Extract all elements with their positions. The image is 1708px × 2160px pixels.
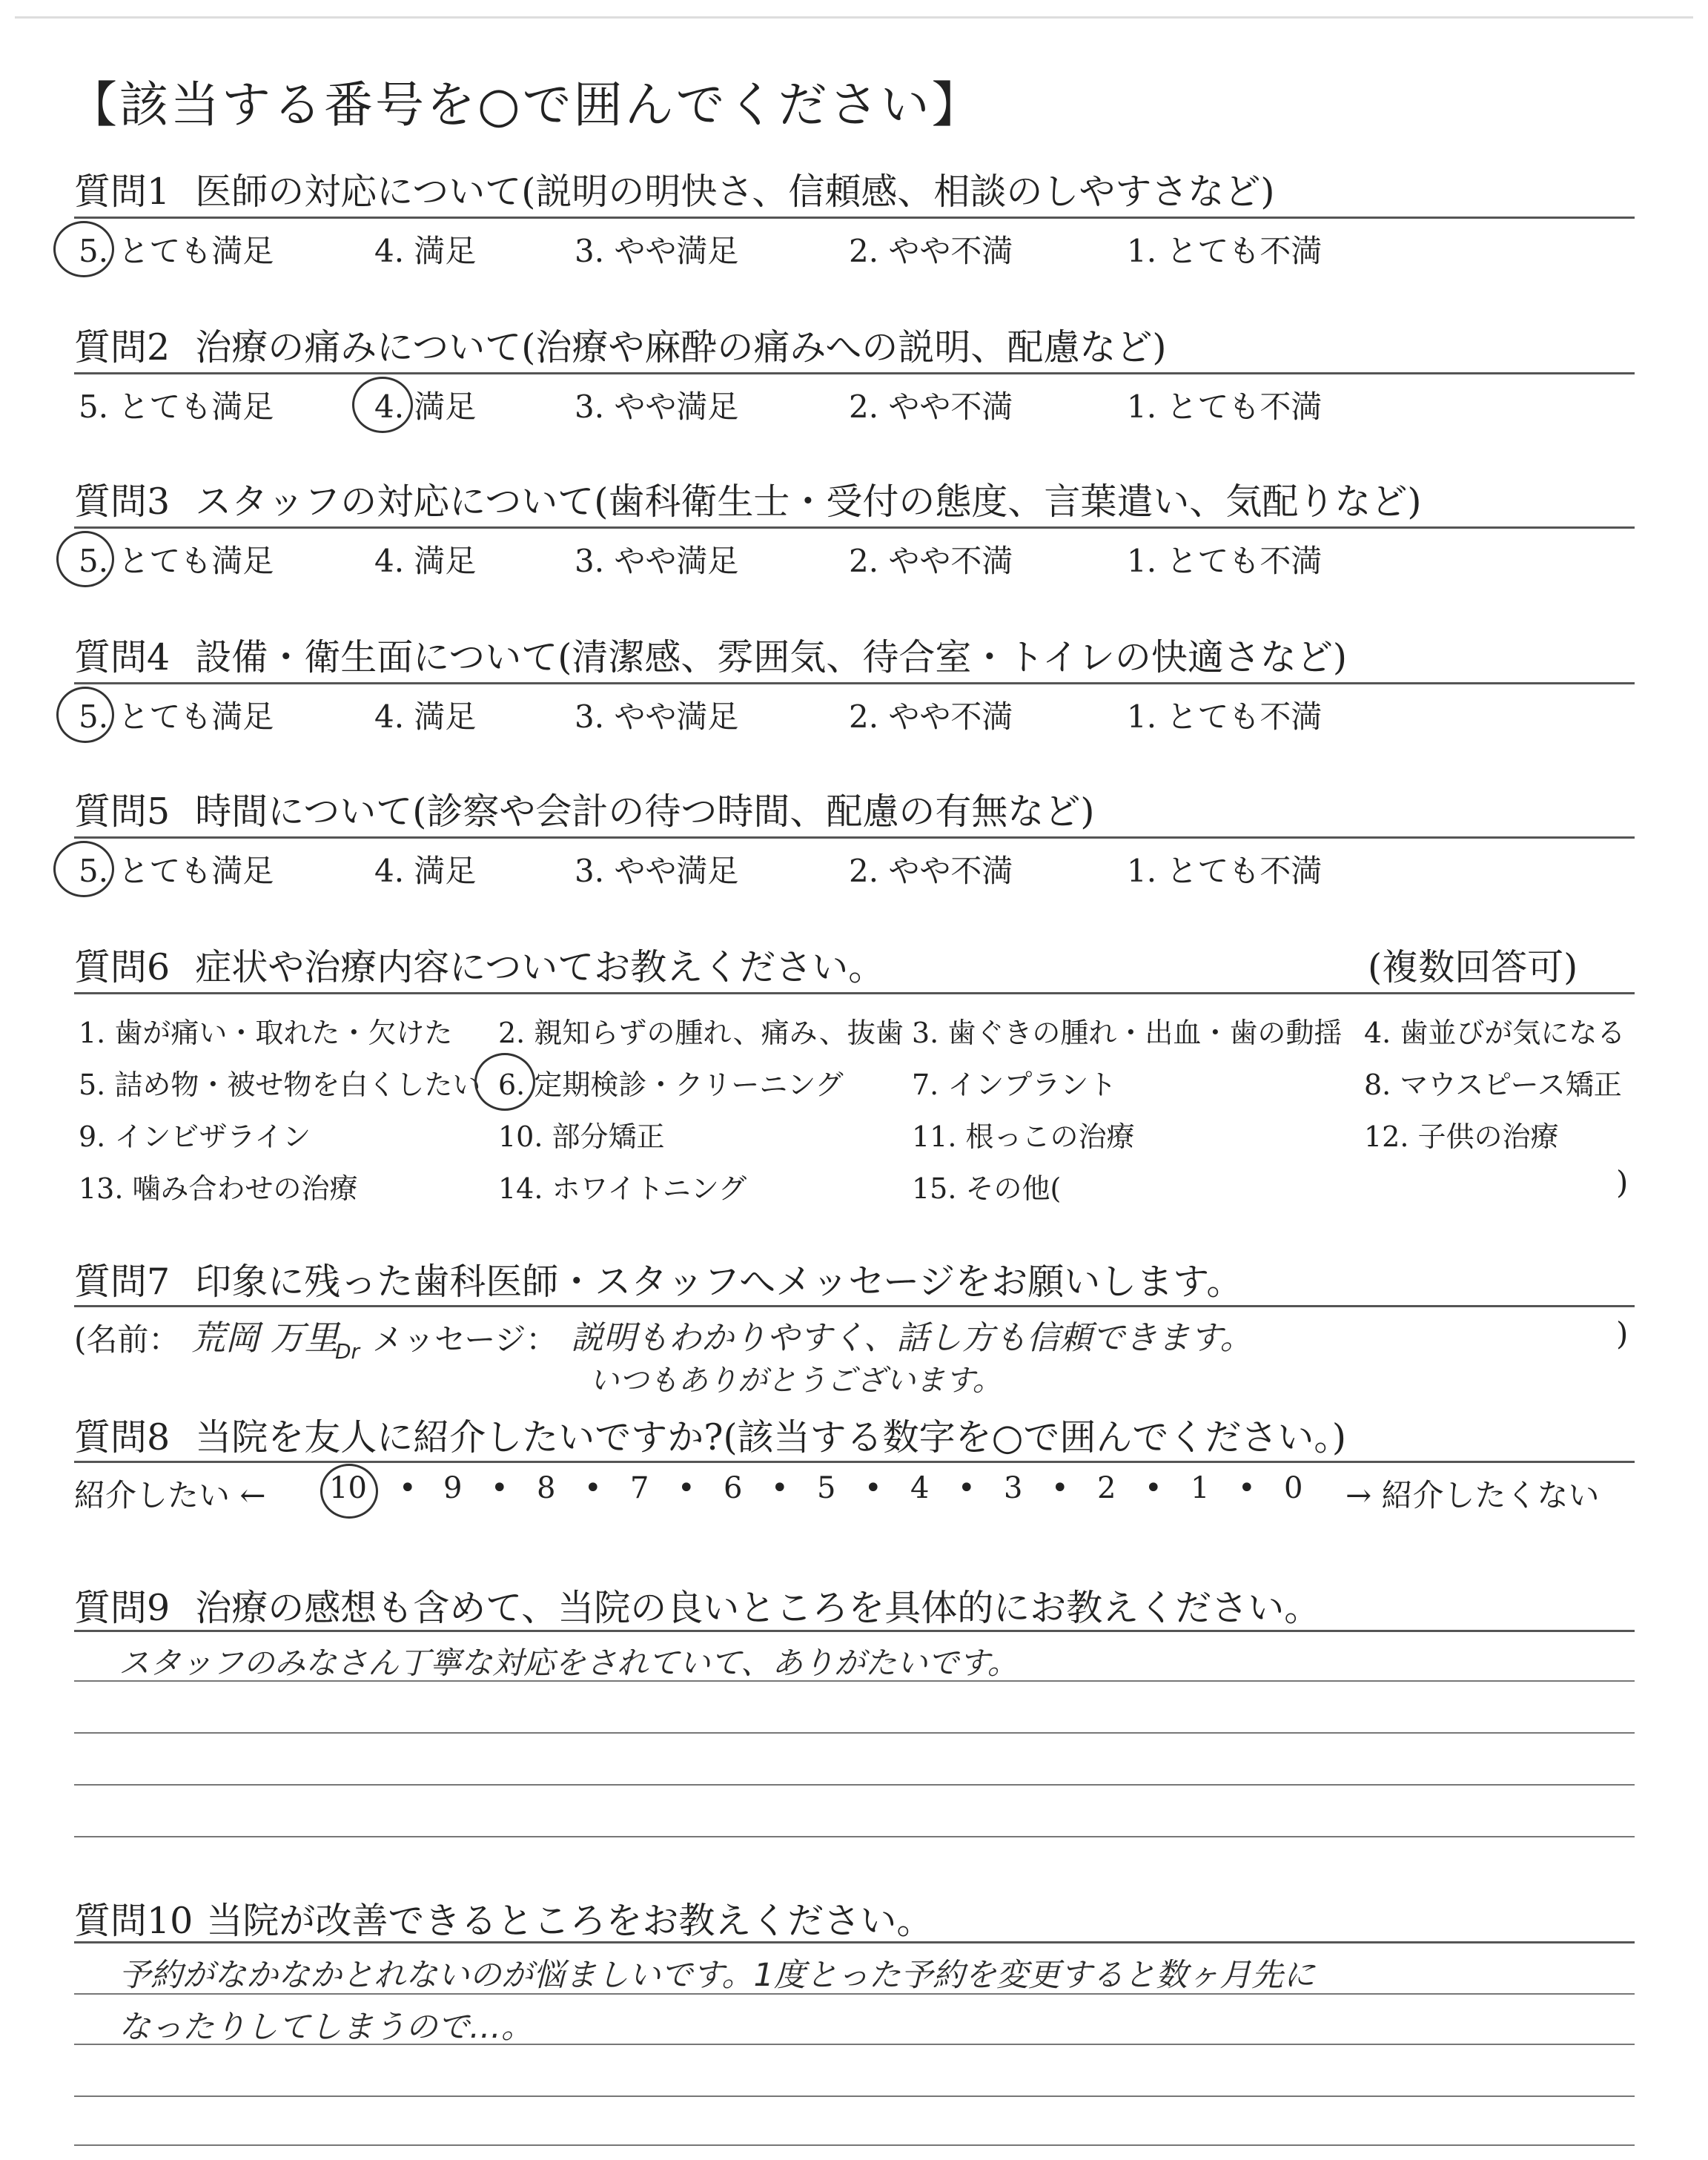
scale-1[interactable]: 1 [1191, 1471, 1210, 1505]
q9-answer: スタッフのみなさん丁寧な対応をされていて、ありがたいです。 [119, 1645, 1019, 1681]
question-3 [74, 473, 1421, 525]
q2-option-3[interactable]: 3. やや満足 [575, 389, 739, 425]
question-text: 症状や治療内容についてお教えください。 [195, 946, 885, 988]
q6-item-6[interactable]: 6. 定期検診・クリーニング [498, 1069, 844, 1101]
question-text: 当院を友人に紹介したいですか?(該当する数字を○で囲んでください。) [195, 1416, 1346, 1459]
divider [74, 1941, 1635, 1943]
question-text: 医師の対応について(説明の明快さ、信頼感、相談のしやすさなど) [195, 171, 1275, 213]
scale-9[interactable]: 9 [443, 1471, 463, 1505]
q10-answer-line-2: なったりしてしまうので…。 [119, 2009, 533, 2046]
scale-dot: • [771, 1471, 789, 1505]
scale-0[interactable]: 0 [1284, 1471, 1303, 1505]
scale-8[interactable]: 8 [537, 1471, 556, 1505]
scale-2[interactable]: 2 [1097, 1471, 1116, 1505]
q5-option-2[interactable]: 2. やや不満 [849, 853, 1013, 889]
question-8 [74, 1409, 1346, 1461]
selection-circle [320, 1464, 378, 1519]
scale-dot: • [864, 1471, 882, 1505]
question-text: 時間について(診察や会計の待つ時間、配慮の有無など) [195, 790, 1095, 833]
q6-item-12[interactable]: 12. 子供の治療 [1364, 1120, 1559, 1153]
scale-7[interactable]: 7 [630, 1471, 649, 1505]
question-6 [74, 939, 884, 991]
message-close-paren: ) [1616, 1315, 1629, 1352]
scale-dot: • [1238, 1471, 1256, 1505]
selection-circle [56, 531, 114, 587]
name-suffix: Dr [335, 1339, 360, 1364]
q4-option-2[interactable]: 2. やや不満 [849, 698, 1013, 735]
scale-4[interactable]: 4 [910, 1471, 930, 1505]
question-number: 質問6 [74, 946, 171, 988]
divider [74, 1630, 1635, 1632]
writing-line [74, 2044, 1635, 2045]
selection-circle [53, 841, 114, 897]
writing-line [74, 1784, 1635, 1786]
question-number: 質問9 [74, 1587, 171, 1629]
scale-10[interactable]: 10 [329, 1471, 367, 1505]
scale-dot: • [399, 1471, 417, 1505]
question-text: 当院が改善できるところをお教えください。 [206, 1900, 933, 1942]
question-number: 質問10 [74, 1900, 193, 1942]
q6-item-15[interactable]: 15. その他( [912, 1172, 1062, 1205]
q2-option-4[interactable]: 4. 満足 [374, 389, 477, 425]
scale-dot: • [678, 1471, 695, 1505]
q2-option-5[interactable]: 5. とても満足 [79, 389, 274, 425]
q6-item-2[interactable]: 2. 親知らずの腫れ、痛み、抜歯 [498, 1017, 904, 1049]
question-2 [74, 319, 1166, 371]
question-text: 治療の感想も含めて、当院の良いところを具体的にお教えください。 [195, 1587, 1321, 1629]
scale-dot: • [1051, 1471, 1069, 1505]
q4-option-3[interactable]: 3. やや満足 [575, 698, 739, 735]
question-1 [74, 163, 1274, 215]
scale-dot: • [491, 1471, 509, 1505]
scale-6[interactable]: 6 [724, 1471, 743, 1505]
question-number: 質問4 [74, 636, 171, 678]
q1-option-4[interactable]: 4. 満足 [374, 233, 477, 269]
multiple-answers-note: (複数回答可) [1368, 946, 1578, 988]
q3-option-5[interactable]: 5. とても満足 [79, 543, 274, 579]
q4-option-5[interactable]: 5. とても満足 [79, 698, 274, 735]
question-10 [74, 1892, 933, 1944]
q6-item-7[interactable]: 7. インプラント [912, 1069, 1117, 1101]
q10-answer-line-1: 予約がなかなかとれないのが悩ましいです。1度とった予約を変更すると数ヶ月先に [119, 1957, 1316, 1994]
question-4 [74, 629, 1347, 681]
q3-option-4[interactable]: 4. 満足 [374, 543, 477, 579]
writing-line [74, 2144, 1635, 2146]
q6-item-4[interactable]: 4. 歯並びが気になる [1364, 1017, 1626, 1049]
q3-option-2[interactable]: 2. やや不満 [849, 543, 1013, 579]
q1-option-3[interactable]: 3. やや満足 [575, 233, 739, 269]
scale-3[interactable]: 3 [1004, 1471, 1023, 1505]
q5-option-4[interactable]: 4. 満足 [374, 853, 477, 889]
q6-item-3[interactable]: 3. 歯ぐきの腫れ・出血・歯の動揺 [912, 1017, 1343, 1049]
q6-item-5[interactable]: 5. 詰め物・被せ物を白くしたい [79, 1069, 481, 1101]
name-label: (名前： [74, 1321, 180, 1358]
q6-item-1[interactable]: 1. 歯が痛い・取れた・欠けた [79, 1017, 453, 1049]
q5-option-3[interactable]: 3. やや満足 [575, 853, 739, 889]
name-value: 荒岡 万里 [191, 1318, 339, 1358]
divider [74, 1461, 1635, 1463]
q6-item-9[interactable]: 9. インビザライン [79, 1120, 311, 1153]
selection-circle [53, 221, 114, 277]
writing-line [74, 1732, 1635, 1734]
other-close-paren: ) [1616, 1164, 1629, 1200]
question-number: 質問8 [74, 1416, 171, 1459]
divider [74, 992, 1635, 994]
question-text: スタッフの対応について(歯科衛生士・受付の態度、言葉遣い、気配りなど) [195, 480, 1422, 523]
q2-option-1[interactable]: 1. とても不満 [1127, 389, 1323, 425]
writing-line [74, 1836, 1635, 1837]
q1-option-1[interactable]: 1. とても不満 [1127, 233, 1323, 269]
q1-option-5[interactable]: 5. とても満足 [79, 233, 274, 269]
writing-line [74, 1993, 1635, 1995]
selection-circle [56, 687, 114, 743]
selection-circle [474, 1053, 535, 1111]
question-number: 質問3 [74, 480, 171, 523]
divider [74, 372, 1635, 374]
q1-option-2[interactable]: 2. やや不満 [849, 233, 1013, 269]
q6-item-8[interactable]: 8. マウスピース矯正 [1364, 1069, 1622, 1101]
q6-item-10[interactable]: 10. 部分矯正 [498, 1120, 665, 1153]
divider [74, 217, 1635, 219]
scale-5[interactable]: 5 [817, 1471, 836, 1505]
question-9 [74, 1579, 1320, 1631]
question-number: 質問7 [74, 1261, 171, 1303]
q3-option-1[interactable]: 1. とても不満 [1127, 543, 1323, 579]
question-number: 質問5 [74, 790, 171, 833]
q5-option-1[interactable]: 1. とても不満 [1127, 853, 1323, 889]
divider [74, 1305, 1635, 1307]
divider [74, 836, 1635, 839]
q6-item-14[interactable]: 14. ホワイトニング [498, 1172, 747, 1205]
scale-dot: • [1145, 1471, 1162, 1505]
writing-line [74, 1680, 1635, 1682]
scale-dot: • [958, 1471, 976, 1505]
question-5 [74, 783, 1094, 835]
q6-item-11[interactable]: 11. 根っこの治療 [912, 1120, 1135, 1153]
q5-option-5[interactable]: 5. とても満足 [79, 853, 274, 889]
q4-option-1[interactable]: 1. とても不満 [1127, 698, 1323, 735]
question-text: 治療の痛みについて(治療や麻酔の痛みへの説明、配慮など) [195, 326, 1167, 369]
question-text: 印象に残った歯科医師・スタッフへメッセージをお願いします。 [195, 1261, 1243, 1303]
question-number: 質問1 [74, 171, 171, 213]
message-label: メッセージ： [372, 1321, 557, 1358]
q6-item-13[interactable]: 13. 噛み合わせの治療 [79, 1172, 358, 1205]
q4-option-4[interactable]: 4. 満足 [374, 698, 477, 735]
recommend-right-label: → 紹介したくない [1345, 1477, 1600, 1513]
q2-option-2[interactable]: 2. やや不満 [849, 389, 1013, 425]
scale-dot: • [584, 1471, 602, 1505]
top-border [15, 16, 1693, 19]
question-number: 質問2 [74, 326, 171, 369]
divider [74, 526, 1635, 529]
page-title: 【該当する番号を○で囲んでください】 [68, 76, 983, 133]
selection-circle [352, 377, 413, 433]
question-7 [74, 1253, 1242, 1305]
divider [74, 682, 1635, 684]
message-line-1: 説明もわかりやすく、話し方も信頼できます。 [571, 1319, 1253, 1357]
question-text: 設備・衛生面について(清潔感、雰囲気、待合室・トイレの快適さなど) [195, 636, 1347, 678]
writing-line [74, 2095, 1635, 2097]
message-line-2: いつもありがとうございます。 [589, 1364, 1002, 1398]
q3-option-3[interactable]: 3. やや満足 [575, 543, 739, 579]
recommend-left-label: 紹介したい ← [74, 1477, 266, 1513]
